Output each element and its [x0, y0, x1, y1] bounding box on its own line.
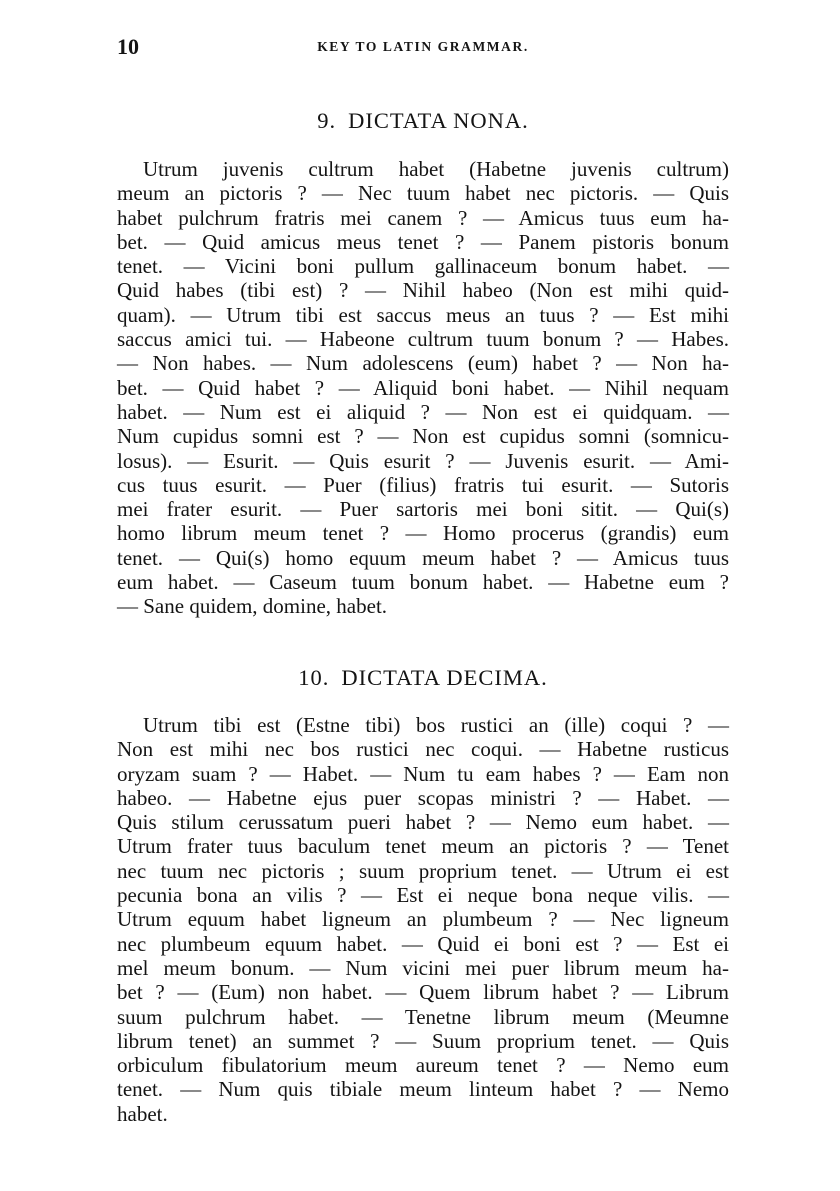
text-line: suum pulchrum habet. — Tenetne librum meum (Meumne — [117, 1004, 729, 1029]
text-line: oryzam suam ? — Habet. — Num tu eam habes ? — Eam non — [117, 761, 729, 786]
text-line: tenet. — Num quis tibiale meum linteum habet ? — Nemo — [117, 1077, 729, 1102]
text-line: Utrum equum habet ligneum an plumbeum ? — Nec ligneum — [117, 907, 729, 932]
section-title: DICTATA DECIMA. — [341, 665, 548, 690]
section-body-10 — [117, 713, 729, 1126]
text-line: bet. — Quid amicus meus tenet ? — Panem pistoris bonum — [117, 229, 729, 254]
text-line: orbiculum fibulatorium meum aureum tenet ? — Nemo eum — [117, 1053, 729, 1078]
text-line: eum habet. — Caseum tuum bonum habet. — Habetne eum ? — [117, 570, 729, 595]
section-heading-10 — [117, 664, 729, 692]
text-line: Quid habes (tibi est) ? — Nihil habeo (Non est mihi quid- — [117, 278, 729, 303]
text-line: nec tuum nec pictoris ; suum proprium tenet. — Utrum ei est — [117, 858, 729, 883]
text-line: bet ? — (Eum) non habet. — Quem librum habet ? — Librum — [117, 980, 729, 1005]
text-line: Num cupidus somni est ? — Non est cupidus somni (somnicu- — [117, 424, 729, 449]
text-line: tenet. — Qui(s) homo equum meum habet ? — Amicus tuus — [117, 545, 729, 570]
text-line: losus). — Esurit. — Quis esurit ? — Juvenis esurit. — Ami- — [117, 448, 729, 473]
text-line: cus tuus esurit. — Puer (filius) fratris tui esurit. — Sutoris — [117, 472, 729, 497]
section-heading-9 — [117, 107, 729, 135]
text-line: nec plumbeum equum habet. — Quid ei boni est ? — Est ei — [117, 931, 729, 956]
text-line: habet pulchrum fratris mei canem ? — Amicus tuus eum ha- — [117, 205, 729, 230]
text-line: bet. — Quid habet ? — Aliquid boni habet. — Nihil nequam — [117, 375, 729, 400]
text-line: Utrum frater tuus baculum tenet meum an pictoris ? — Tenet — [117, 834, 729, 859]
section-body-9 — [117, 157, 729, 619]
text-line: meum an pictoris ? — Nec tuum habet nec pictoris. — Quis — [117, 181, 729, 206]
text-line: quam). — Utrum tibi est saccus meus an tuus ? — Est mihi — [117, 302, 729, 327]
text-line: mel meum bonum. — Num vicini mei puer librum meum ha- — [117, 955, 729, 980]
text-line: Quis stilum cerussatum pueri habet ? — Nemo eum habet. — — [117, 810, 729, 835]
text-line: Utrum tibi est (Estne tibi) bos rustici an (ille) coqui ? — — [143, 713, 729, 737]
text-line: saccus amici tui. — Habeone cultrum tuum bonum ? — Habes. — [117, 327, 729, 352]
text-line: habet. — Num est ei aliquid ? — Non est ei quidquam. — — [117, 399, 729, 424]
running-title: KEY TO LATIN GRAMMAR. — [317, 39, 529, 54]
text-line: Non est mihi nec bos rustici nec coqui. — Habetne rusticus — [117, 737, 729, 762]
text-line: pecunia bona an vilis ? — Est ei neque bona neque vilis. — — [117, 883, 729, 908]
section-title: DICTATA NONA. — [348, 108, 529, 133]
text-line: — Non habes. — Num adolescens (eum) habet ? — Non ha- — [117, 351, 729, 376]
text-line: homo librum meum tenet ? — Homo procerus (grandis) eum — [117, 521, 729, 546]
text-line: tenet. — Vicini boni pullum gallinaceum bonum habet. — — [117, 254, 729, 279]
text-line: mei frater esurit. — Puer sartoris mei boni sitit. — Qui(s) — [117, 497, 729, 522]
text-line: librum tenet) an summet ? — Suum proprium tenet. — Quis — [117, 1028, 729, 1053]
text-line: habet. — [117, 1101, 168, 1126]
section-number: 9. — [317, 108, 337, 133]
section-number: 10. — [298, 665, 330, 690]
text-line: — Sane quidem, domine, habet. — [117, 594, 388, 619]
text-line: habeo. — Habetne ejus puer scopas ministri ? — Habet. — — [117, 785, 729, 810]
page-number: 10 — [117, 34, 139, 59]
running-head — [117, 34, 729, 60]
text-line: Utrum juvenis cultrum habet (Habetne juvenis cultrum) — [143, 157, 729, 181]
